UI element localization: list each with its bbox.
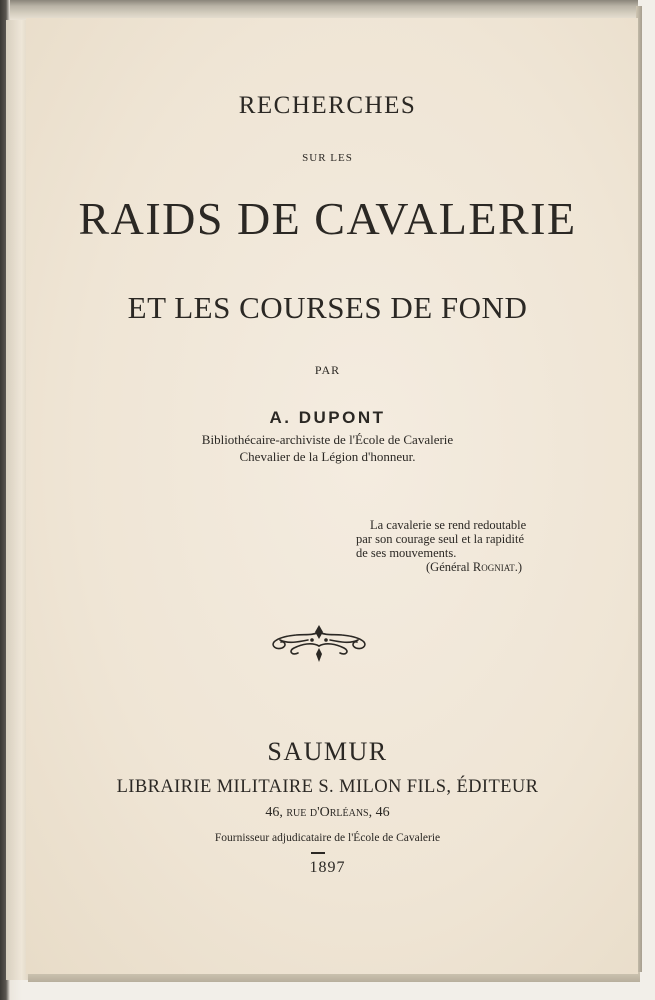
author-role-1: Bibliothécaire-archiviste de l'École de Cavalerie <box>201 432 454 447</box>
imprint-city: SAUMUR <box>267 737 388 766</box>
by-label: PAR <box>314 363 341 377</box>
epigraph <box>356 518 561 574</box>
epigraph-line-2: par son courage seul et la rapidité <box>356 532 524 546</box>
attribution-prefix: (Général <box>426 560 470 574</box>
divider-rule <box>311 852 325 854</box>
attribution-name: Rogniat.) <box>472 560 522 574</box>
title-line-1: RECHERCHES <box>238 92 417 119</box>
main-title: RAIDS DE CAVALERIE <box>78 193 577 244</box>
epigraph-attribution <box>356 560 561 574</box>
imprint-address: 46, rue d'Orléans, 46 <box>265 805 390 820</box>
epigraph-line-3: de ses mouvements. <box>356 546 457 560</box>
imprint-supplier: Fournisseur adjudicataire de l'École de Cavalerie <box>214 832 441 844</box>
title-line-4: ET LES COURSES DE FOND <box>127 290 528 325</box>
imprint-publisher: LIBRAIRIE MILITAIRE S. MILON FILS, ÉDITEUR <box>116 777 539 797</box>
author-name: A. DUPONT <box>269 408 386 427</box>
epigraph-line-1: La cavalerie se rend redoutable <box>370 518 527 532</box>
title-line-2: SUR LES <box>302 152 353 164</box>
fleuron-ornament-icon <box>268 622 370 666</box>
author-role-2: Chevalier de la Légion d'honneur. <box>239 449 416 464</box>
publication-year: 1897 <box>309 859 346 876</box>
